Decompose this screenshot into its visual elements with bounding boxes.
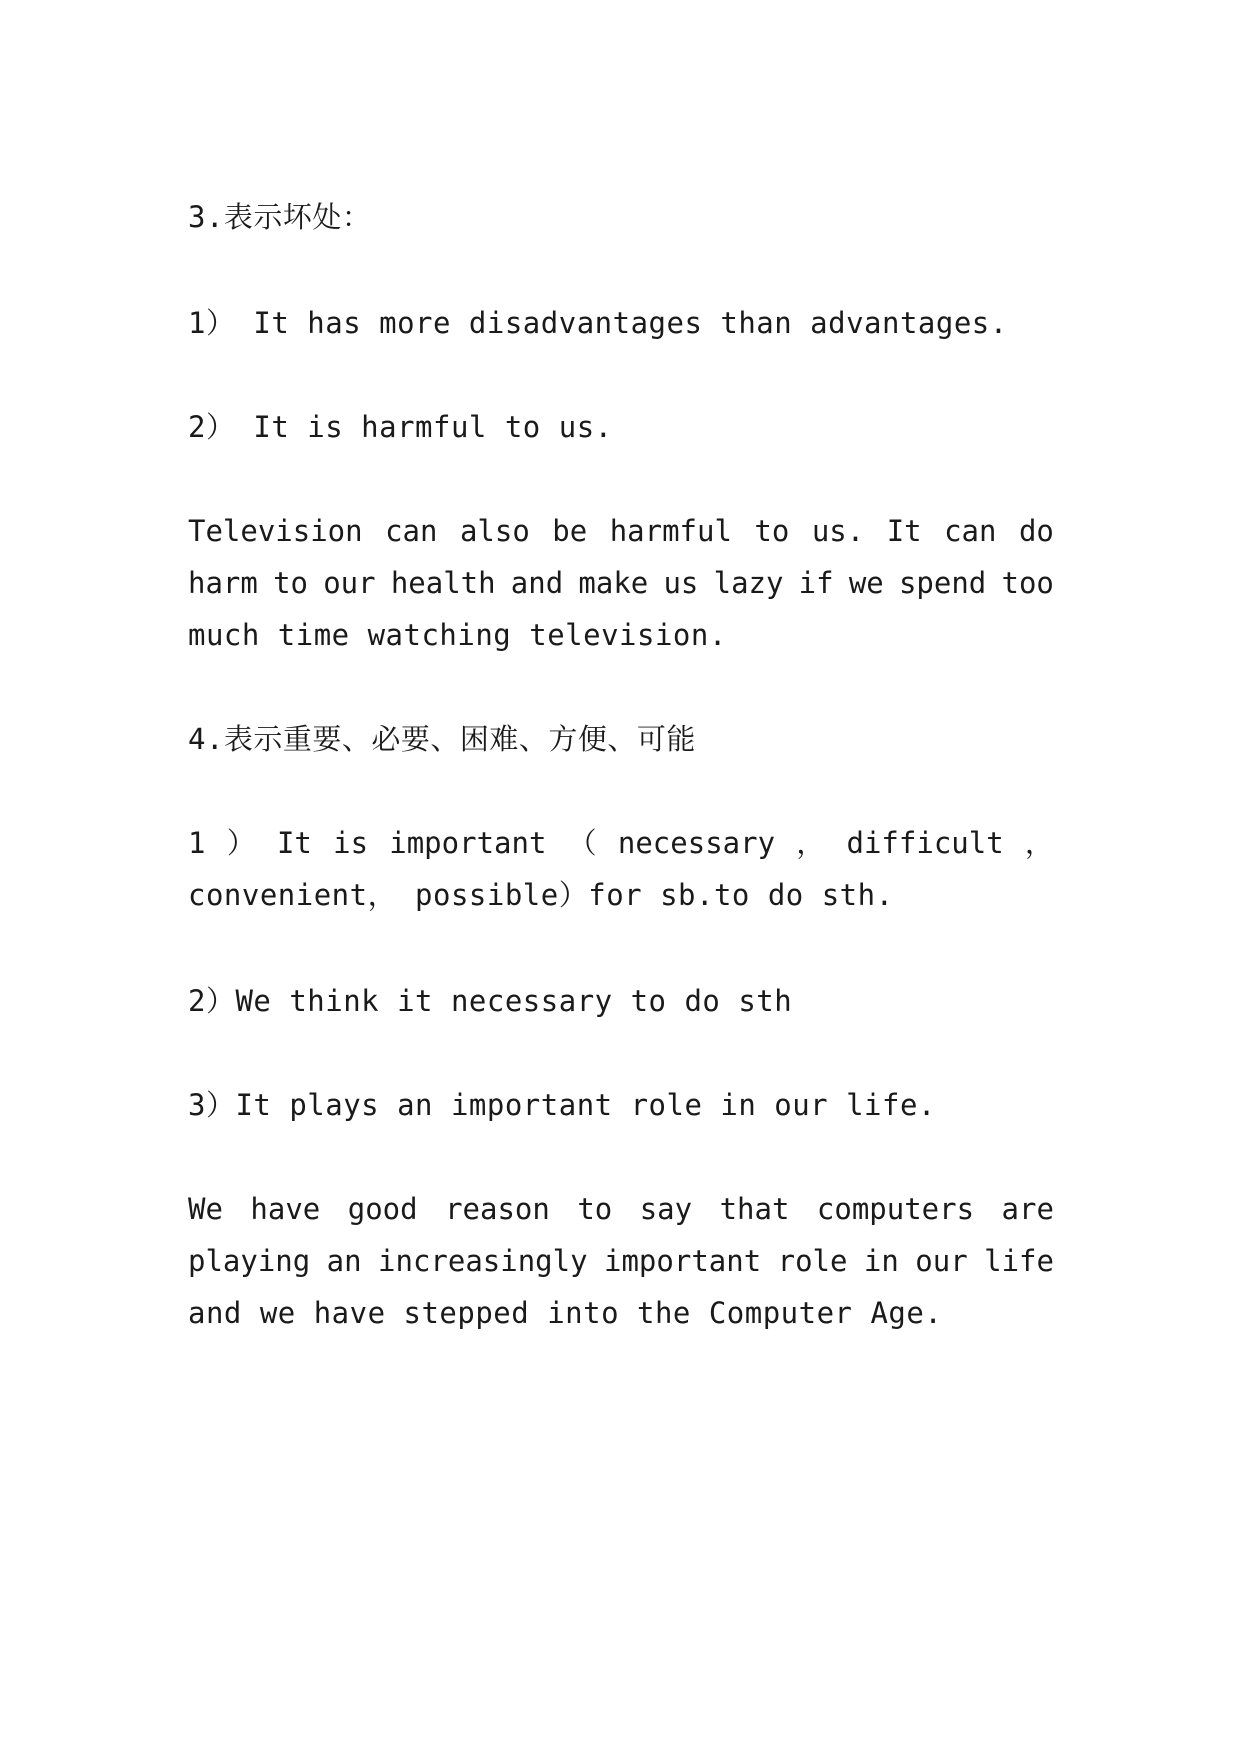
section-4-item-1-line-2: convenient， possible）for sb.to do sth. [188, 878, 894, 912]
word: role [777, 1244, 848, 1278]
section-3-item-1: 1） It has more disadvantages than advantages. [188, 306, 1008, 340]
word: difficult [846, 826, 1004, 860]
word: are [1001, 1192, 1054, 1226]
word: our [323, 566, 376, 600]
word: and [510, 566, 564, 600]
word: ） [226, 826, 256, 860]
word: ， [796, 826, 826, 860]
word: spend [898, 566, 987, 600]
word: increasingly [378, 1244, 588, 1278]
word: harm [188, 566, 258, 600]
section-4-example-line-3: and we have stepped into the Computer Age. [188, 1296, 943, 1330]
section-3-example-line-3: much time watching television. [188, 618, 727, 652]
word: our [915, 1244, 968, 1278]
word: that [719, 1192, 790, 1226]
word: can [385, 514, 438, 548]
word: us. [811, 514, 865, 548]
section-4-item-3: 3）It plays an important role in our life. [188, 1088, 936, 1122]
word: important [389, 826, 547, 860]
word: playing [188, 1244, 311, 1278]
section-3-item-2: 2） It is harmful to us. [188, 410, 613, 444]
word: It [886, 514, 922, 548]
word: an [326, 1244, 362, 1278]
word: important [604, 1244, 762, 1278]
word: to [273, 566, 308, 600]
word: is [333, 826, 369, 860]
word: too [1001, 566, 1054, 600]
word: to [577, 1192, 613, 1226]
section-3-example-line-1 [188, 514, 1054, 548]
word: necessary [617, 826, 776, 860]
word: harmful [609, 514, 732, 548]
word: if [798, 566, 834, 600]
word: 1 [188, 826, 206, 860]
section-4-example-line-1 [188, 1192, 1054, 1226]
section-4-heading: 4.表示重要、必要、困难、方便、可能 [188, 722, 696, 756]
section-3-heading: 3.表示坏处： [188, 200, 372, 234]
word: to [754, 514, 790, 548]
word: We [188, 1192, 223, 1226]
word: reason [445, 1192, 550, 1226]
word: we [848, 566, 884, 600]
word: can [944, 514, 997, 548]
section-3-example-line-2 [188, 566, 1054, 600]
word: lazy [713, 566, 784, 600]
word: （ [567, 826, 597, 860]
word: do [1018, 514, 1054, 548]
word: have [250, 1192, 321, 1226]
word: It [276, 826, 312, 860]
section-4-item-1-line-1 [188, 826, 1054, 860]
word: health [390, 566, 496, 600]
word: be [552, 514, 588, 548]
word: make [578, 566, 649, 600]
word: ， [1024, 826, 1054, 860]
word: also [459, 514, 530, 548]
section-4-example-line-2 [188, 1244, 1054, 1278]
word: good [347, 1192, 418, 1226]
word: Television [188, 514, 363, 548]
section-4-item-2: 2）We think it necessary to do sth [188, 984, 793, 1018]
word: us [663, 566, 699, 600]
word: say [639, 1192, 693, 1226]
word: in [863, 1244, 899, 1278]
word: life [984, 1244, 1054, 1278]
word: computers [816, 1192, 975, 1226]
